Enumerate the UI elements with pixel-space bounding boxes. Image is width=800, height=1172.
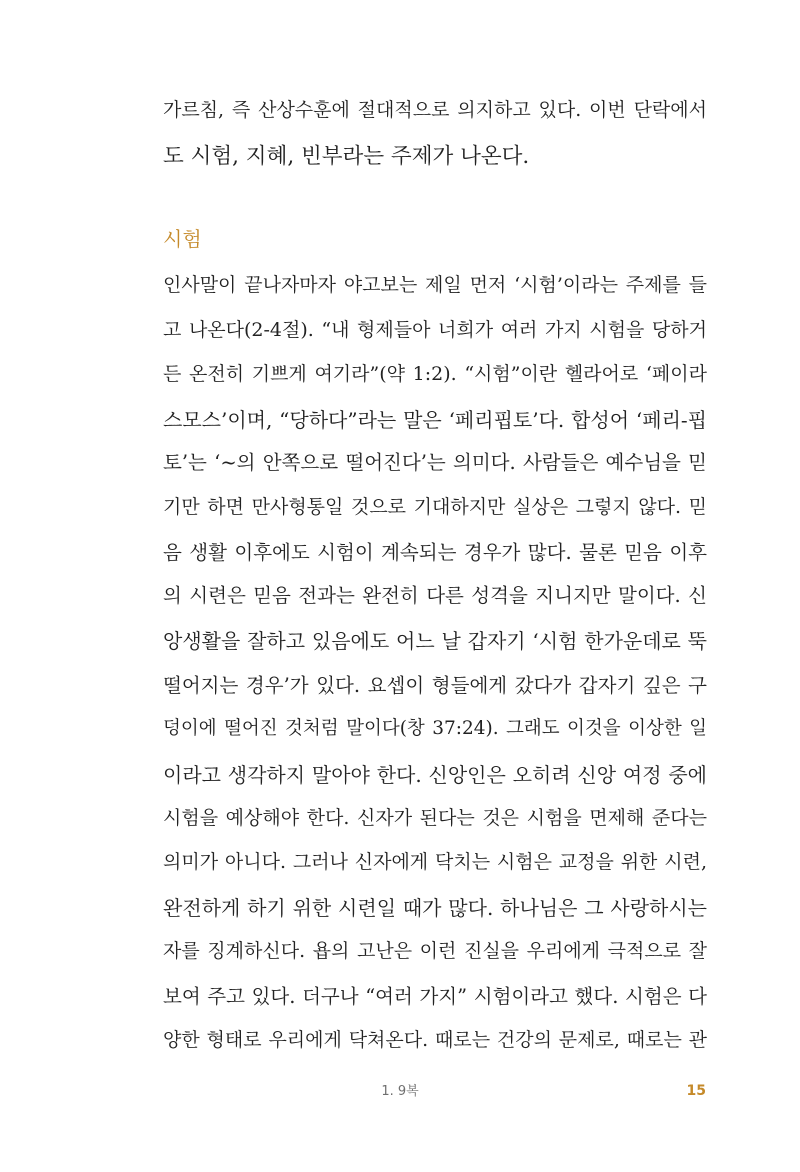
running-footer-chapter: 1. 9복 bbox=[381, 1084, 419, 1099]
body-line: 든 온전히 기쁘게 여기라”(약 1:2). “시험”이란 헬라어로 ‘페이라 bbox=[163, 363, 707, 385]
body-line: 이라고 생각하지 말아야 한다. 신앙인은 오히려 신앙 여정 중에 bbox=[163, 763, 707, 787]
body-line: 인사말이 끝나자마자 야고보는 제일 먼저 ‘시험’이라는 주제를 들 bbox=[163, 274, 707, 296]
body-line: 자를 징계하신다. 욥의 고난은 이런 진실을 우리에게 극적으로 잘 bbox=[163, 940, 707, 962]
section-heading: 시험 bbox=[163, 227, 202, 251]
body-line: 양한 형태로 우리에게 닥쳐온다. 때로는 건강의 문제로, 때로는 관 bbox=[163, 1029, 707, 1051]
intro-line: 가르침, 즉 산상수훈에 절대적으로 의지하고 있다. 이번 단락에서 bbox=[163, 99, 707, 121]
body-line: 음 생활 이후에도 시험이 계속되는 경우가 많다. 물론 믿음 이후 bbox=[163, 541, 707, 564]
body-line: 보여 주고 있다. 더구나 “여러 가지” 시험이라고 했다. 시험은 다 bbox=[163, 985, 707, 1008]
body-line: 의 시련은 믿음 전과는 완전히 다른 성격을 지니지만 말이다. 신 bbox=[163, 584, 707, 607]
intro-line: 도 시험, 지혜, 빈부라는 주제가 나온다. bbox=[163, 144, 530, 169]
body-line: 의미가 아니다. 그러나 신자에게 닥치는 시험은 교정을 위한 시련, bbox=[163, 851, 707, 873]
body-line: 스모스’이며, “당하다”라는 말은 ‘페리핍토’다. 합성어 ‘페리-핍 bbox=[163, 408, 707, 432]
page-number: 15 bbox=[686, 1083, 706, 1099]
body-line: 덩이에 떨어진 것처럼 말이다(창 37:24). 그래도 이것을 이상한 일 bbox=[163, 718, 707, 739]
body-line: 토’는 ‘~의 안쪽으로 떨어진다’는 의미다. 사람들은 예수님을 믿 bbox=[163, 451, 707, 474]
body-line: 고 나온다(2-4절). “내 형제들아 너희가 여러 가지 시험을 당하거 bbox=[163, 319, 707, 341]
body-line: 떨어지는 경우’가 있다. 요셉이 형들에게 갔다가 갑자기 깊은 구 bbox=[163, 674, 707, 697]
body-line: 완전하게 하기 위한 시련일 때가 많다. 하나님은 그 사랑하시는 bbox=[163, 896, 707, 920]
body-line: 앙생활을 잘하고 있음에도 어느 날 갑자기 ‘시험 한가운데로 뚝 bbox=[163, 629, 707, 653]
body-line: 기만 하면 만사형통일 것으로 기대하지만 실상은 그렇지 않다. 믿 bbox=[163, 496, 707, 518]
body-line: 시험을 예상해야 한다. 신자가 된다는 것은 시험을 면제해 준다는 bbox=[163, 807, 707, 829]
